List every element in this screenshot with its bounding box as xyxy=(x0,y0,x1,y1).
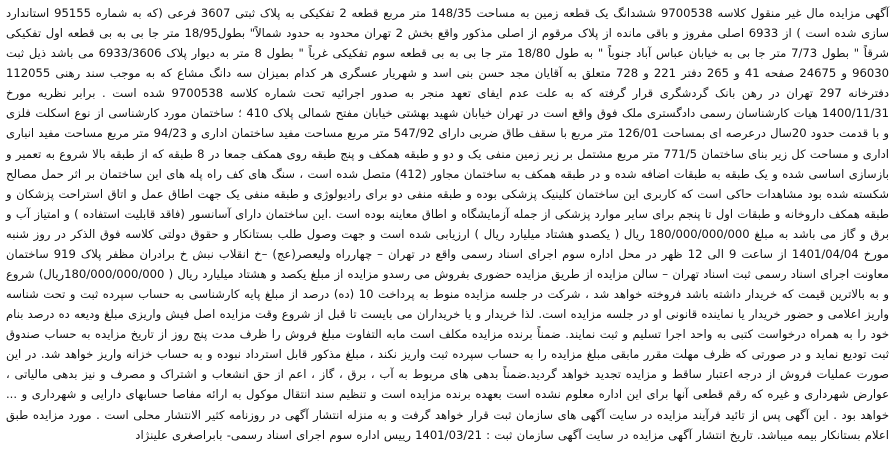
auction-notice-text: آگهی مزایده مال غیر منقول کلاسه 9700538 ششدانگ یک قطعه زمین به مساحت 148/35 متر مربع قطعه 2 تفکیکی به پلاک ثبتی 3607 فرعی (که به شماره 95155 استاندارد سازی شده است ) از 6933 اصلی مفروز و باقی مانده از پلاک مرقوم از اصلی مذکور واقع بخش 2 تهران محدود به حدود شمالاً" بطول18/95 متر جا بی به بی قطعه اول تفکیکی شرقاً " بطول 7/73 متر جا بی به خیابان عباس آباد جنوباً " به طول 18/80 متر جا بی به بی قطعه سوم تفکیکی غرباً " بطول 8 متر به دیوار پلاک 6933/3606 می باشد ذیل ثبت 96030 و 24675 صفحه 41 و 265 دفتر 221 و 728 متعلق به آقایان مجد حسن بنی اسد و شهریار عسگری هر کدام بمیزان سه دانگ مشاع که به موجب سند رهنی 112055 دفترخانه 297 تهران در رهن بانک گردشگری قرار گرفته که به علت عدم ایفای تعهد منجر به صدور اجرائیه تحت شماره کلاسه 9700538 شده است . برابر نظریه مورخ 1400/11/31 هیات کارشناسان رسمی دادگستری ملک فوق واقع است در تهران خیابان شهید بهشتی خیابان مفتح شمالی پلاک 410 ؛ ساختمان مورد کارشناسی از نوع اسکلت فلزی و با قدمت حدود 20سال درعرصه ای بمساحت 126/01 متر مربع با سقف طاق ضربی دارای 547/92 متر مربع مساحت مفید ساختمان اداری و 94/23 متر مربع مساحت مفید انباری اداری و مساحت کل زیر بنای ساختمان 771/5 متر مربع مشتمل بر زیر زمین منفی یک و دو و طبقه همکف و پنج طبقه روی همکف جمعا در 8 طبقه که از طبقه بالا شروع به تعمیر و بازسازی اساسی شده و یک طبقه به طبقات اضافه شده و در طبقه همکف به ساختمان مجاور (412) متصل شده است ، سنگ های کف راه پله های این ساختمان بر اثر حمل مصالح شکسته شده بود مشاهدات حاکی است که کاربری این ساختمان کلینیک پزشکی بوده و طبقه منفی دو برای رادیولوژی و طبقه منفی یک جهت اطاق عمل و اتاق استراحت پزشکان و طبقه همکف داروخانه و طبقات اول تا پنجم برای سایر موارد پزشکی از جمله آزمایشگاه و اطاق معاینه بوده است .این ساختمان دارای آسانسور (فاقد قابلیت استفاده ) و امتیاز آب و برق و گاز می باشد به مبلغ 180/000/000/000 ریال ( یکصدو هشتاد میلیارد ریال ) ارزیابی شده است و جهت وصول طلب بستانکار و حقوق دولتی کلاسه فوق الذکر در روز شنبه مورخ 1401/04/04 از ساعت 9 الی 12 ظهر در محل اداره سوم اجرای اسناد رسمی واقع در تهران – چهارراه ولیعصر(عج) –خ انقلاب نبش خ برادران مظفر پلاک 919 ساختمان معاونت اجرای اسناد رسمی ثبت اسناد تهران – سالن مزایده از طریق مزایده حضوری بفروش می رسدو مزایده از مبلغ یکصد و هشتاد میلیارد ریال ( 180/000/000/000ریال) شروع و به بالاترین قیمت که خریدار داشته باشد فروخته خواهد شد ، شرکت در جلسه مزایده منوط به پرداخت 10 (ده) درصد از مبلغ پایه کارشناسی به حساب سپرده ثبت و تحت شناسه واریز اعلامی و حضور خریدار یا نماینده قانونی او در جلسه مزایده است. لذا خریدار و یا خریداران می بایست تا قبل از شروع وقت مزایده اصل فیش واریزی مبلغ ودیعه ده درصد بنام خود را به همراه درخواست کتبی به واحد اجرا تسلیم و ثبت نمایند. ضمناً برنده مزایده مکلف است مابه التفاوت مبلغ فروش را ظرف مدت پنج روز از تاریخ مزایده به حساب صندوق ثبت تودیع نماید و در صورتی که ظرف مهلت مقرر مابقی مبلغ مزایده را به حساب سپرده ثبت واریز نکند ، مبلغ مذکور قابل استرداد نبوده و به حساب خزانه واریز خواهد شد. در این صورت عملیات فروش از درجه اعتبار ساقط و مزایده تجدید خواهد گردید.ضمناً بدهی های مربوط به آب ، برق ، گاز ، اعم از حق انشعاب و اشتراک و مصرف و نیز بدهی مالیاتی ، عوارض شهرداری و غیره که رقم قطعی آنها برای این اداره معلوم نشده است بعهده برنده مزایده است و تنظیم سند انتقال موکول به ارائه مفاصا حسابهای دارایی و شهرداری و ... خواهد بود . این آگهی پس از تائید فرآیند مزایده در سایت آگهی های سازمان ثبت قرار خواهد گرفت و به منزله انتشار آگهی در روزنامه کثیر الانتشار محلی است . مورد مزایده طبق اعلام بستانکار بیمه میباشد. تاریخ انتشار آگهی مزایده در سایت آگهی سازمان ثبت : 1401/03/21 رییس اداره سوم اجرای اسناد رسمی- بابراصغری علینژاد xyxy=(6,6,890,442)
